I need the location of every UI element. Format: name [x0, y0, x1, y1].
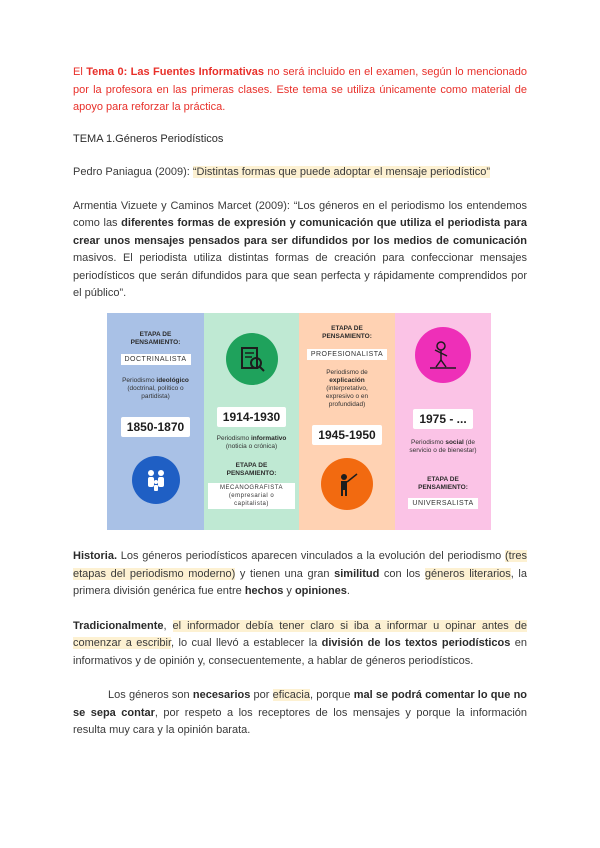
stage-name-1: DOCTRINALISTA — [121, 354, 191, 365]
stage-label-4: ETAPA DE PENSAMIENTO: — [418, 476, 468, 491]
stage-name-2: MECANOGRAFISTA (empresarial o capitalista) — [208, 483, 295, 509]
stage-name-3: PROFESIONALISTA — [307, 349, 387, 360]
timeline-col-4 — [395, 313, 491, 530]
section-title: TEMA 1.Géneros Periodísticos — [73, 132, 224, 145]
timeline-col-2 — [204, 313, 299, 530]
stage-label-3: ETAPA DE PENSAMIENTO: — [322, 325, 372, 340]
family-icon — [132, 456, 180, 504]
stage-desc-1: Periodismo ideológico (doctrinal, político o partidista) — [122, 377, 189, 400]
intro-bold: Tema 0: Las Fuentes Informativas — [86, 66, 265, 78]
years-1: 1850-1870 — [121, 417, 190, 437]
generos-paragraph: Los géneros son necesarios por eficacia, porque mal se podrá comentar lo que no se sepa contar, por respeto a los receptores de los mensajes y porque la información resulta muy cara y la opinión barata. — [73, 689, 528, 736]
stage-name-4: UNIVERSALISTA — [408, 498, 477, 509]
teacher-icon — [321, 458, 373, 510]
stage-desc-3: Periodismo de explicación (interpretativo, expresivo o en profundidad) — [325, 369, 369, 408]
stage-desc-2: Periodismo informativo (noticia o crónica) — [216, 435, 287, 450]
tradicional-paragraph: Tradicionalmente, el informador debía tener claro si iba a informar u opinar antes de comenzar a escribir, lo cual llevó a establecer la división de los textos periodísticos en informativos y de opinión y, consecuentemente, a hablar de géneros periodísticos. — [73, 619, 528, 667]
timeline-col-1 — [107, 313, 204, 530]
timeline-col-3 — [299, 313, 395, 530]
historia-paragraph: Historia. Los géneros periodísticos aparecen vinculados a la evolución del periodismo (tres etapas del periodismo moderno) y tienen una gran similitud con los géneros literarios, la primera división genérica fue entre hechos y opiniones. — [73, 550, 527, 597]
stage-label-1: ETAPA DE PENSAMIENTO: — [130, 331, 181, 346]
stage-label-2: ETAPA DE PENSAMIENTO: — [226, 462, 277, 477]
person-icon — [415, 327, 471, 383]
years-2: 1914-1930 — [217, 407, 286, 427]
timeline-infographic — [107, 313, 491, 530]
document-body-lower — [73, 548, 527, 740]
document-body — [73, 64, 527, 323]
years-4: 1975 - ... — [413, 409, 472, 429]
years-3: 1945-1950 — [312, 425, 381, 445]
quote-paniagua: Pedro Paniagua (2009): “Distintas formas que puede adoptar el mensaje periodístico” — [73, 166, 491, 178]
document-search-icon — [226, 333, 278, 385]
quote-armentia: Armentia Vizuete y Caminos Marcet (2009): “Los géneros en el periodismo los entendemos como las diferentes formas de expresión y comunicación que utiliza el periodista para crear unos mensajes pensados para ser difundidos por los medios de comunicación masivos. El periodista utiliza distintas formas de creación para confeccionar mensajes periodísticos que serán difundidos para que sean perfecta y rápidamente comprendidos por el público”. — [73, 199, 527, 299]
stage-desc-4: Periodismo social (de servicio o de bienestar) — [409, 439, 477, 454]
intro-note: El Tema 0: Las Fuentes Informativas no será incluido en el examen, según lo mencionado por la profesora en las primeras clases. Este tema se utiliza únicamente como material de apoyo para reforzar la práctica. — [73, 66, 527, 113]
